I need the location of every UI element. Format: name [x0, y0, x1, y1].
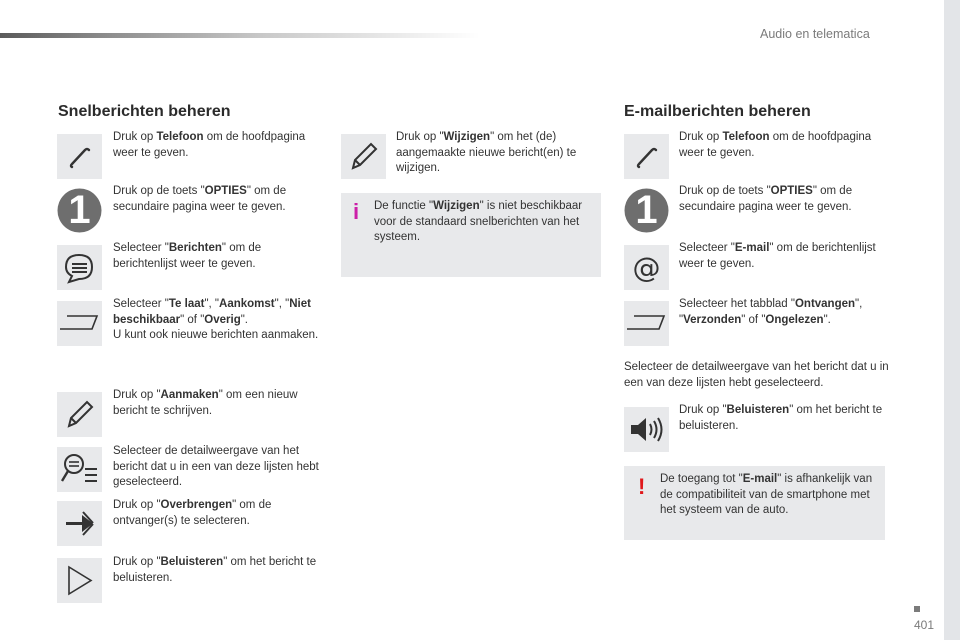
page-dot	[914, 606, 920, 612]
warning-note-text: De toegang tot "E-mail" is afhankelijk van de compatibiliteit van de smartphone met het systeem van de auto.	[660, 473, 873, 516]
left-step-forward: Druk op "Overbrengen" om de ontvanger(s) te selecteren.	[113, 499, 272, 527]
warning-icon: !	[638, 474, 646, 499]
info-icon: i	[353, 199, 360, 224]
left-step-phone: Druk op Telefoon om de hoofdpagina weer te geven.	[113, 131, 306, 159]
right-step-listen: Druk op "Beluisteren" om het bericht te beluisteren.	[679, 404, 883, 432]
page-edge-bar	[944, 0, 960, 640]
step-number-badge	[624, 188, 669, 233]
warning-note	[624, 466, 885, 540]
info-note	[341, 193, 601, 277]
tab-icon	[57, 301, 102, 346]
right-heading: E-mailberichten beheren	[624, 103, 811, 120]
step-number: 1	[68, 188, 91, 232]
step-number: 1	[635, 188, 658, 232]
right-step-email: Selecteer "E-mail" om de berichtenlijst weer te geven.	[679, 242, 876, 270]
left-step-options: Druk op de toets "OPTIES" om de secundaire pagina weer te geven.	[113, 185, 287, 213]
left-step-messages: Selecteer "Berichten" om de berichtenlijst weer te geven.	[113, 242, 262, 270]
step-number-badge	[57, 188, 102, 233]
speaker-icon	[624, 407, 669, 452]
section-title: Audio en telematica	[760, 27, 870, 41]
left-step-detail: Selecteer de detailweergave van het bericht dat u in een van deze lijsten hebt geselecteerd.	[113, 445, 319, 488]
right-step-tabs: Selecteer het tabblad "Ontvangen", "Verzonden" of "Ongelezen".	[679, 298, 863, 326]
right-step-options: Druk op de toets "OPTIES" om de secundaire pagina weer te geven.	[679, 185, 853, 213]
right-step-phone: Druk op Telefoon om de hoofdpagina weer te geven.	[679, 131, 872, 159]
info-note-text: De functie "Wijzigen" is niet beschikbaar voor de standaard snelberichten van het systeem.	[374, 200, 583, 243]
edit-pencil-icon	[341, 134, 386, 179]
middle-step-edit: Druk op "Wijzigen" om het (de) aangemaakte nieuwe bericht(en) te wijzigen.	[396, 131, 577, 174]
phone-icon	[57, 134, 102, 179]
at-sign-icon	[624, 245, 669, 290]
right-step-detail: Selecteer de detailweergave van het bericht dat u in een van deze lijsten hebt geselecteerd.	[624, 361, 889, 389]
page-number: 401	[914, 618, 935, 632]
left-heading: Snelberichten beheren	[58, 103, 231, 120]
left-step-listen: Druk op "Beluisteren" om het bericht te beluisteren.	[113, 556, 317, 584]
left-step-select-list: Selecteer "Te laat", "Aankomst", "Niet beschikbaar" of "Overig". U kunt ook nieuwe berichten aanmaken.	[113, 298, 319, 341]
forward-icon	[57, 501, 102, 546]
left-step-create: Druk op "Aanmaken" om een nieuw bericht te schrijven.	[113, 389, 298, 417]
pencil-icon	[57, 392, 102, 437]
play-icon	[57, 558, 102, 603]
phone-icon	[624, 134, 669, 179]
header-gradient-rule	[0, 33, 480, 38]
detail-view-icon	[57, 447, 102, 492]
message-bubble-icon	[57, 245, 102, 290]
svg-text:@: @	[632, 251, 661, 284]
tab-icon	[624, 301, 669, 346]
